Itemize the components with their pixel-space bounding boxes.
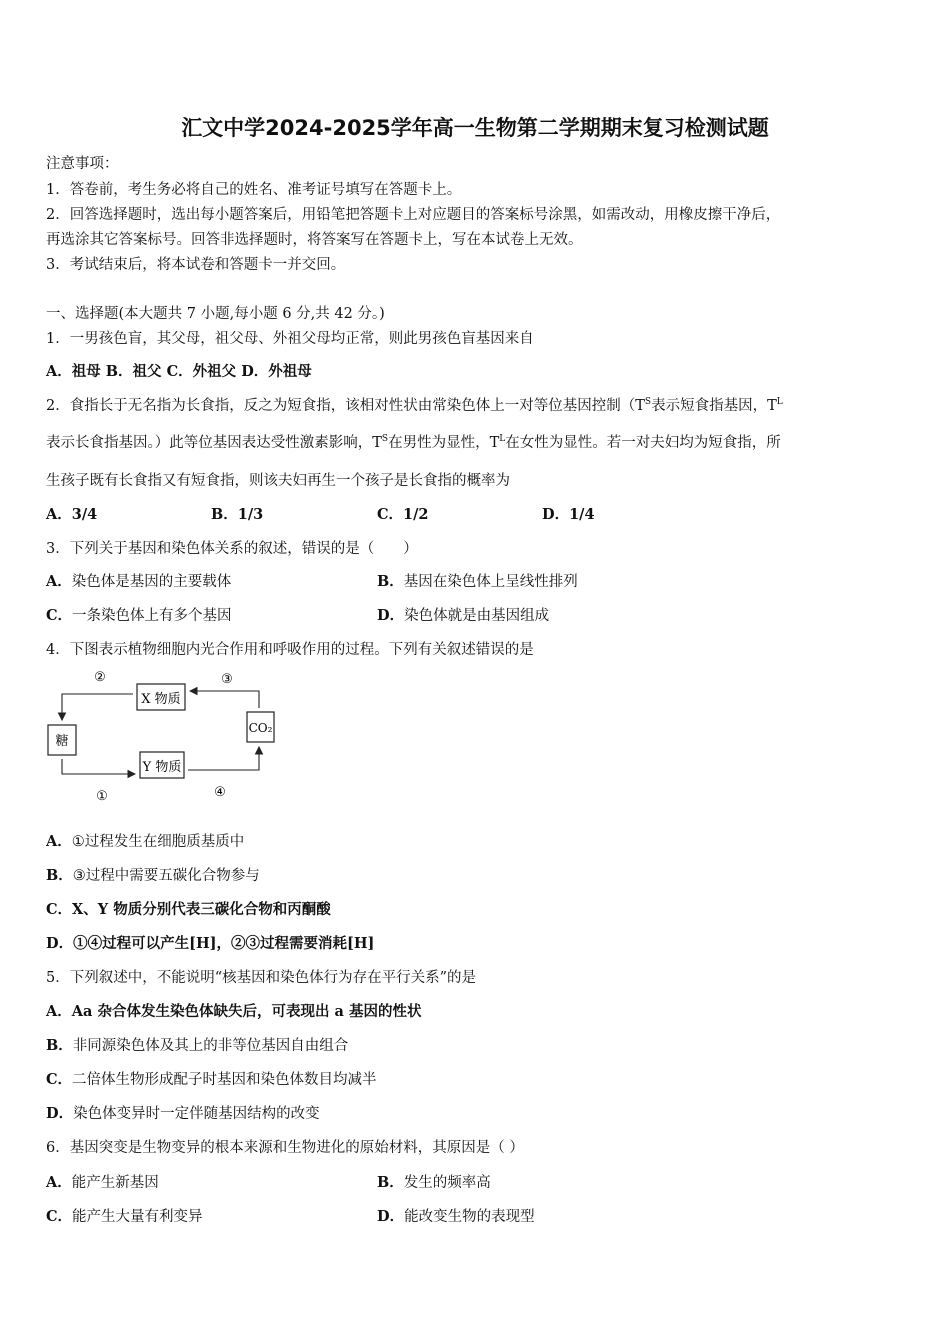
q2-sup-s: S — [644, 397, 652, 407]
q3-option-a: A．染色体是基因的主要载体 — [46, 573, 232, 590]
q2-sup-l: L — [776, 397, 783, 407]
q5-option-c: C．二倍体生物形成配子时基因和染色体数目均减半 — [46, 1071, 377, 1088]
notice-item-3: 3．考试结束后，将本试卷和答题卡一并交回。 — [46, 257, 346, 273]
notice-item-2: 2．回答选择题时，选出每小题答案后，用铅笔把答题卡上对应题目的答案标号涂黑，如需改动，用橡皮擦干净后， — [46, 207, 781, 223]
arrow-process-4 — [188, 747, 259, 770]
label-process-2: ② — [94, 670, 106, 685]
q4-option-b: B．③过程中需要五碳化合物参与 — [46, 867, 260, 884]
q3-option-d: D．染色体就是由基因组成 — [377, 607, 550, 624]
notice-item-2-cont: 再选涂其它答案标号。回答非选择题时，将答案写在答题卡上，写在本试卷上无效。 — [46, 232, 583, 248]
section-heading: 一、选择题(本大题共 7 小题,每小题 6 分,共 42 分。) — [46, 306, 385, 322]
arrow-process-3 — [190, 691, 259, 708]
q5-stem: 5．下列叙述中，不能说明“核基因和染色体行为存在平行关系”的是 — [46, 970, 477, 986]
q2-line1-a: 2．食指长于无名指为长食指，反之为短食指，该相对性状由常染色体上一对等位基因控制（T — [46, 398, 645, 414]
q6-option-b: B．发生的频率高 — [377, 1174, 491, 1191]
label-process-3: ③ — [221, 672, 233, 687]
exam-title: 汇文中学2024-2025学年高一生物第二学期期末复习检测试题 — [181, 116, 769, 140]
q2-option-a: A．3/4 — [46, 506, 98, 523]
q4-option-c: C．X、Y 物质分别代表三碳化合物和丙酮酸 — [46, 901, 331, 918]
q4-stem: 4．下图表示植物细胞内光合作用和呼吸作用的过程。下列有关叙述错误的是 — [46, 642, 534, 658]
notice-item-1: 1．答卷前，考生务必将自己的姓名、准考证号填写在答题卡上。 — [46, 182, 462, 198]
x-substance-label: X 物质 — [141, 692, 181, 707]
sugar-label: 糖 — [55, 734, 69, 749]
q2-line3: 生孩子既有长食指又有短食指，则该夫妇再生一个孩子是长食指的概率为 — [46, 473, 510, 489]
q1-stem: 1．一男孩色盲，其父母，祖父母、外祖父母均正常，则此男孩色盲基因来自 — [46, 331, 534, 347]
q2-line2-c: 在女性为显性。若一对夫妇均为短食指，所 — [505, 435, 781, 451]
y-substance-label: Y 物质 — [142, 760, 182, 775]
q6-option-d: D．能改变生物的表现型 — [377, 1208, 535, 1225]
q3-option-b: B．基因在染色体上呈线性排列 — [377, 573, 578, 590]
q3-stem: 3．下列关于基因和染色体关系的叙述，错误的是（ ） — [46, 541, 418, 557]
q5-option-b: B．非同源染色体及其上的非等位基因自由组合 — [46, 1037, 349, 1054]
q5-option-d: D．染色体变异时一定伴随基因结构的改变 — [46, 1105, 320, 1122]
q6-stem: 6．基因突变是生物变异的根本来源和生物进化的原始材料，其原因是（ ） — [46, 1140, 524, 1156]
q2-line2-a: 表示长食指基因。）此等位基因表达受性激素影响，T — [46, 435, 382, 451]
label-process-4: ④ — [214, 785, 226, 800]
q2-option-b: B．1/3 — [211, 506, 264, 523]
q2-line1-b: 表示短食指基因，T — [651, 398, 777, 414]
q1-options: A．祖母 B．祖父 C．外祖父 D．外祖母 — [46, 363, 312, 380]
arrow-process-1 — [62, 759, 135, 774]
q2-line2 — [46, 431, 781, 452]
co2-label: CO₂ — [248, 721, 273, 735]
q6-option-c: C．能产生大量有利变异 — [46, 1208, 203, 1225]
q3-option-c: C．一条染色体上有多个基因 — [46, 607, 232, 624]
q2-option-c: C．1/2 — [377, 506, 429, 523]
q6-option-a: A．能产生新基因 — [46, 1174, 159, 1191]
photosynthesis-respiration-diagram — [40, 662, 290, 812]
q2-line1 — [46, 394, 783, 415]
q2-option-d: D．1/4 — [542, 506, 595, 523]
q2-sup-s-2: S — [381, 434, 389, 444]
label-process-1: ① — [96, 789, 108, 804]
q4-option-d: D．①④过程可以产生[H]，②③过程需要消耗[H] — [46, 935, 375, 952]
q5-option-a: A．Aa 杂合体发生染色体缺失后，可表现出 a 基因的性状 — [46, 1003, 422, 1020]
q2-sup-l-2: L — [499, 434, 506, 444]
arrow-process-2 — [62, 694, 133, 720]
q4-option-a: A．①过程发生在细胞质基质中 — [46, 833, 245, 850]
q2-line2-b: 在男性为显性，T — [388, 435, 500, 451]
notice-heading: 注意事项： — [46, 156, 119, 172]
